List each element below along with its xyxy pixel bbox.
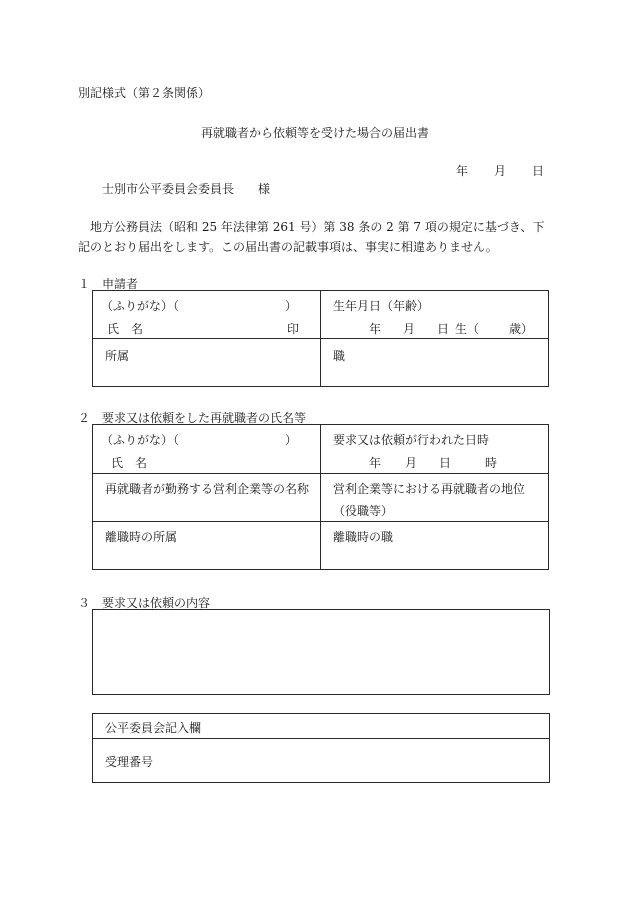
request-year: 年 bbox=[369, 456, 382, 470]
furigana-label: （ふりがな）（ bbox=[101, 433, 180, 447]
reemployed-person-table bbox=[92, 424, 549, 570]
affiliation-label: 所属 bbox=[105, 349, 130, 363]
section-2-title: ２ 要求又は依頼をした再就職者の氏名等 bbox=[78, 411, 307, 425]
seal-mark: 印 bbox=[287, 322, 300, 336]
former-affiliation-cell[interactable] bbox=[93, 522, 321, 570]
date-year: 年 bbox=[455, 164, 468, 178]
request-hour: 時 bbox=[485, 456, 498, 470]
date-month: 月 bbox=[493, 164, 506, 178]
birthdate-label: 生年月日（年齢） bbox=[333, 299, 430, 313]
section-1-title: １ 申請者 bbox=[78, 277, 139, 291]
company-name-cell[interactable] bbox=[93, 474, 321, 522]
request-content-box[interactable] bbox=[92, 609, 550, 695]
former-position-label: 離職時の職 bbox=[333, 530, 394, 544]
former-affiliation-label: 離職時の所属 bbox=[105, 530, 178, 544]
furigana-label: （ふりがな）（ bbox=[101, 299, 180, 313]
former-position-cell[interactable] bbox=[321, 522, 549, 570]
company-name-label: 再就職者が勤務する営利企業等の名称 bbox=[105, 482, 310, 496]
furigana-close: ） bbox=[285, 433, 298, 447]
committee-divider bbox=[93, 738, 549, 739]
birthdate-cell[interactable] bbox=[321, 291, 549, 339]
birth-age-close: 歳） bbox=[509, 322, 534, 336]
reemployed-name-cell[interactable] bbox=[93, 425, 321, 474]
request-datetime-cell[interactable] bbox=[321, 425, 549, 474]
section-3-title: ３ 要求又は依頼の内容 bbox=[78, 596, 211, 610]
committee-header: 公平委員会記入欄 bbox=[105, 721, 202, 735]
applicant-table bbox=[92, 290, 549, 387]
name-label: 氏 名 bbox=[107, 322, 144, 336]
form-title: 再就職者から依頼等を受けた場合の届出書 bbox=[200, 126, 429, 140]
date-line bbox=[456, 162, 544, 179]
date-day: 日 bbox=[531, 164, 544, 178]
applicant-name-cell[interactable] bbox=[93, 291, 321, 339]
declaration-text: 地方公務員法（昭和 25 年法律第 261 号）第 38 条の 2 第 7 項の規定に基づき、下記のとおり届出をします。この届出書の記載事項は、事実に相違ありません。 bbox=[78, 220, 545, 254]
birth-day: 日 bbox=[437, 322, 450, 336]
addressee: 士別市公平委員会委員長 様 bbox=[102, 182, 271, 196]
birth-age-open: 生（ bbox=[455, 322, 480, 336]
committee-box bbox=[92, 713, 550, 783]
position-cell[interactable] bbox=[321, 339, 549, 387]
affiliation-cell[interactable] bbox=[93, 339, 321, 387]
company-position-label: 営利企業等における再就職者の地位 bbox=[333, 482, 526, 496]
form-label: 別記様式（第２条関係） bbox=[78, 86, 211, 100]
birth-month: 月 bbox=[403, 322, 416, 336]
request-month: 月 bbox=[405, 456, 418, 470]
request-day: 日 bbox=[439, 456, 452, 470]
request-datetime-label: 要求又は依頼が行われた日時 bbox=[333, 433, 490, 447]
position-label: 職 bbox=[333, 349, 346, 363]
furigana-close: ） bbox=[285, 299, 298, 313]
name-label: 氏 名 bbox=[111, 456, 148, 470]
birth-year: 年 bbox=[369, 322, 382, 336]
company-position-cell[interactable] bbox=[321, 474, 549, 522]
company-position-note: （役職等） bbox=[333, 504, 394, 518]
receipt-number-label: 受理番号 bbox=[105, 755, 154, 769]
